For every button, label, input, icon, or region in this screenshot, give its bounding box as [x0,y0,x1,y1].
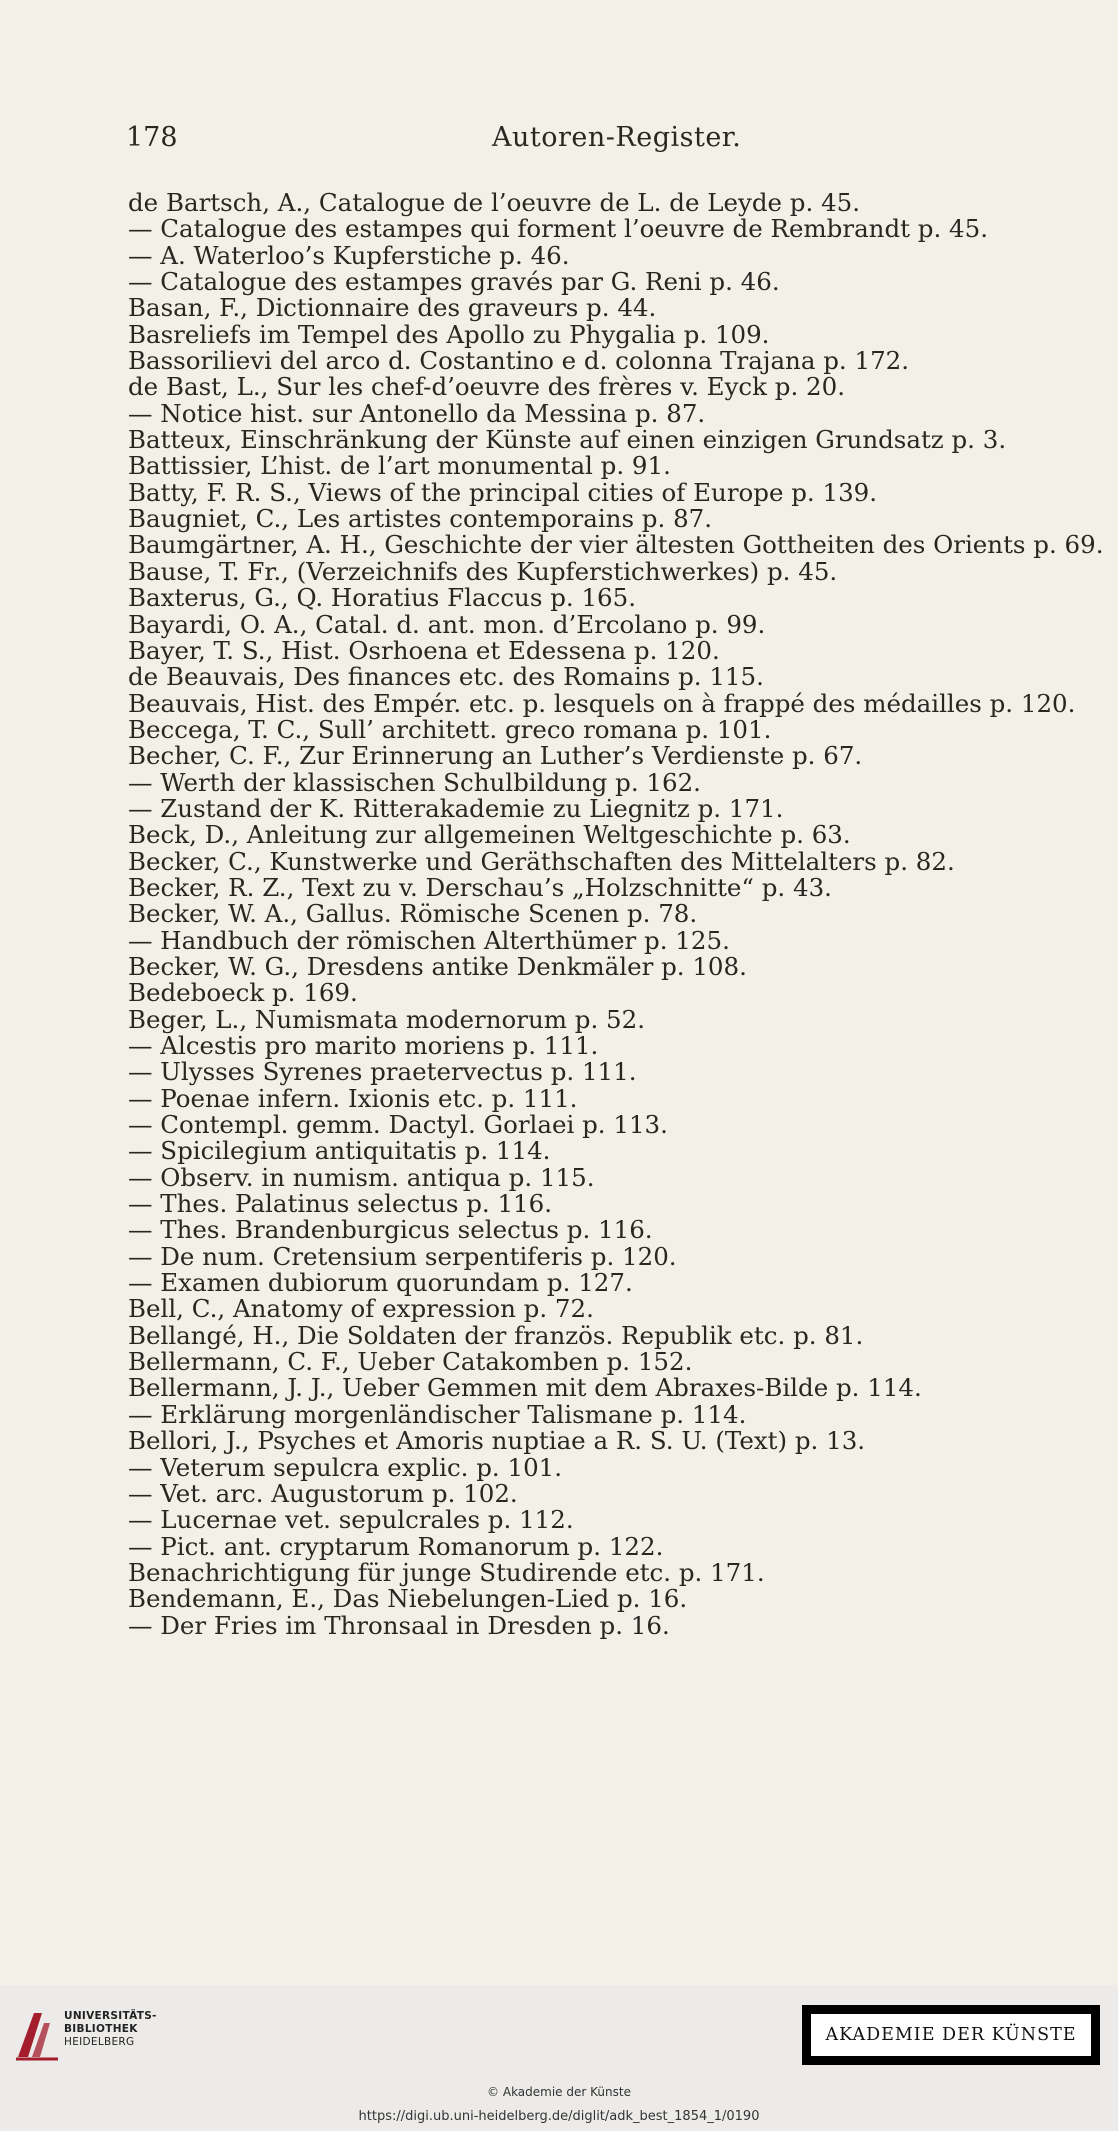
register-entry: Batty, F. R. S., Views of the principal cities of Europe p. 139. [128,477,878,507]
register-entry: Bellori, J., Psyches et Amoris nuptiae a R. S. U. (Text) p. 13. [128,1426,866,1456]
register-entry: Beccega, T. C., Sull’ architett. greco romana p. 101. [128,714,772,744]
viewer-footer [0,1985,1118,2131]
register-entry: Baumgärtner, A. H., Geschichte der vier ältesten Gottheiten des Orients p. 69. [128,530,1104,560]
permalink-url[interactable]: https://digi.ub.uni-heidelberg.de/diglit/adk_best_1854_1/0190 [358,2109,760,2124]
register-entries [128,188,1104,1640]
register-entry: — Lucernae vet. sepulcrales p. 112. [128,1505,574,1535]
register-entry: — Thes. Brandenburgicus selectus p. 116. [128,1215,653,1245]
register-entry: Beauvais, Hist. des Empér. etc. p. lesquels on à frappé des médailles p. 120. [128,688,1076,718]
university-library-name [64,2010,157,2049]
copyright-notice: © Akademie der Künste [487,2085,631,2099]
register-entry: Becker, R. Z., Text zu v. Derschau’s „Holzschnitte“ p. 43. [128,872,832,902]
register-entry: Basan, F., Dictionnaire des graveurs p. 44. [128,293,657,323]
register-entry: Becher, C. F., Zur Erinnerung an Luther’s Verdienste p. 67. [128,741,863,771]
register-entry: Baugniet, C., Les artistes contemporains p. 87. [128,504,713,534]
register-entry: — De num. Cretensium serpentiferis p. 120. [128,1241,677,1271]
register-entry: — Veterum sepulcra explic. p. 101. [128,1452,563,1482]
register-entry: de Bast, L., Sur les chef-d’oeuvre des frères v. Eyck p. 20. [128,372,845,402]
register-entry: — Vet. arc. Augustorum p. 102. [128,1478,518,1508]
register-entry: Baxterus, G., Q. Horatius Flaccus p. 165. [128,583,637,613]
page-header [126,122,1006,162]
register-entry: Benachrichtigung für junge Studirende etc. p. 171. [128,1557,765,1587]
register-entry: — A. Waterloo’s Kupferstiche p. 46. [128,240,570,270]
register-entry: — Der Fries im Thronsaal in Dresden p. 16. [128,1610,670,1640]
register-entry: Bellermann, J. J., Ueber Gemmen mit dem Abraxes-Bilde p. 114. [128,1373,922,1403]
register-entry: Becker, C., Kunstwerke und Geräthschaften des Mittelalters p. 82. [128,846,955,876]
register-entry: Basreliefs im Tempel des Apollo zu Phygalia p. 109. [128,319,770,349]
running-title: Autoren-Register. [492,122,742,153]
register-entry: — Erklärung morgenländischer Talismane p. 114. [128,1399,747,1429]
university-library-logo-icon[interactable] [12,2001,62,2065]
register-entry: Bendemann, E., Das Niebelungen-Lied p. 16. [128,1584,688,1614]
register-entry: — Alcestis pro marito moriens p. 111. [128,1031,599,1060]
register-entry: — Handbuch der römischen Alterthümer p. 125. [128,925,730,955]
register-entry: — Poenae infern. Ixionis etc. p. 111. [128,1083,578,1113]
register-entry: Bayardi, O. A., Catal. d. ant. mon. d’Ercolano p. 99. [128,609,766,639]
library-logo-line: BIBLIOTHEK [64,2023,138,2035]
register-entry: — Spicilegium antiquitatis p. 114. [128,1136,551,1166]
register-entry: Becker, W. G., Dresdens antike Denkmäler p. 108. [128,951,747,981]
akademie-label: AKADEMIE DER KÜNSTE [811,2014,1091,2056]
register-entry: Batteux, Einschränkung der Künste auf einen einzigen Grundsatz p. 3. [128,425,1007,455]
library-logo-line: UNIVERSITÄTS- [64,2010,157,2022]
register-entry: Bassorilievi del arco d. Costantino e d. colonna Trajana p. 172. [128,346,910,376]
register-entry: — Examen dubiorum quorundam p. 127. [128,1268,633,1298]
register-entry: — Contempl. gemm. Dactyl. Gorlaei p. 113. [128,1110,668,1140]
register-entry: Beger, L., Numismata modernorum p. 52. [128,1004,645,1034]
register-entry: de Bartsch, A., Catalogue de l’oeuvre de L. de Leyde p. 45. [128,188,861,217]
register-entry: Bellangé, H., Die Soldaten der französ. Republik etc. p. 81. [128,1320,864,1350]
register-entry: — Werth der klassischen Schulbildung p. 162. [128,767,701,797]
register-entry: Bell, C., Anatomy of expression p. 72. [128,1294,594,1324]
register-entry: — Ulysses Syrenes praetervectus p. 111. [128,1057,637,1087]
register-entry: — Catalogue des estampes gravés par G. Reni p. 46. [128,267,780,297]
register-entry: — Zustand der K. Ritterakademie zu Liegnitz p. 171. [128,793,784,823]
register-entry: — Thes. Palatinus selectus p. 116. [128,1189,553,1219]
register-entry: — Notice hist. sur Antonello da Messina p. 87. [128,398,706,428]
register-entry: Beck, D., Anleitung zur allgemeinen Weltgeschichte p. 63. [128,820,851,850]
page-number: 178 [126,122,178,153]
register-entry: Bause, T. Fr., (Verzeichnifs des Kupferstichwerkes) p. 45. [128,556,838,586]
register-entry: — Observ. in numism. antiqua p. 115. [128,1162,595,1192]
register-entry: Bayer, T. S., Hist. Osrhoena et Edessena p. 120. [128,635,720,665]
register-entry: Bellermann, C. F., Ueber Catakomben p. 152. [128,1347,693,1377]
register-entry: Bedeboeck p. 169. [128,978,358,1008]
register-entry: Becker, W. A., Gallus. Römische Scenen p. 78. [128,899,698,929]
register-entry: Battissier, L’hist. de l’art monumental p. 91. [128,451,671,481]
register-entry: de Beauvais, Des finances etc. des Romains p. 115. [128,662,764,692]
register-entry: — Pict. ant. cryptarum Romanorum p. 122. [128,1531,664,1561]
library-logo-line: HEIDELBERG [64,2036,135,2048]
akademie-der-kuenste-logo[interactable] [802,2005,1100,2065]
register-entry: — Catalogue des estampes qui forment l’oeuvre de Rembrandt p. 45. [128,214,988,244]
